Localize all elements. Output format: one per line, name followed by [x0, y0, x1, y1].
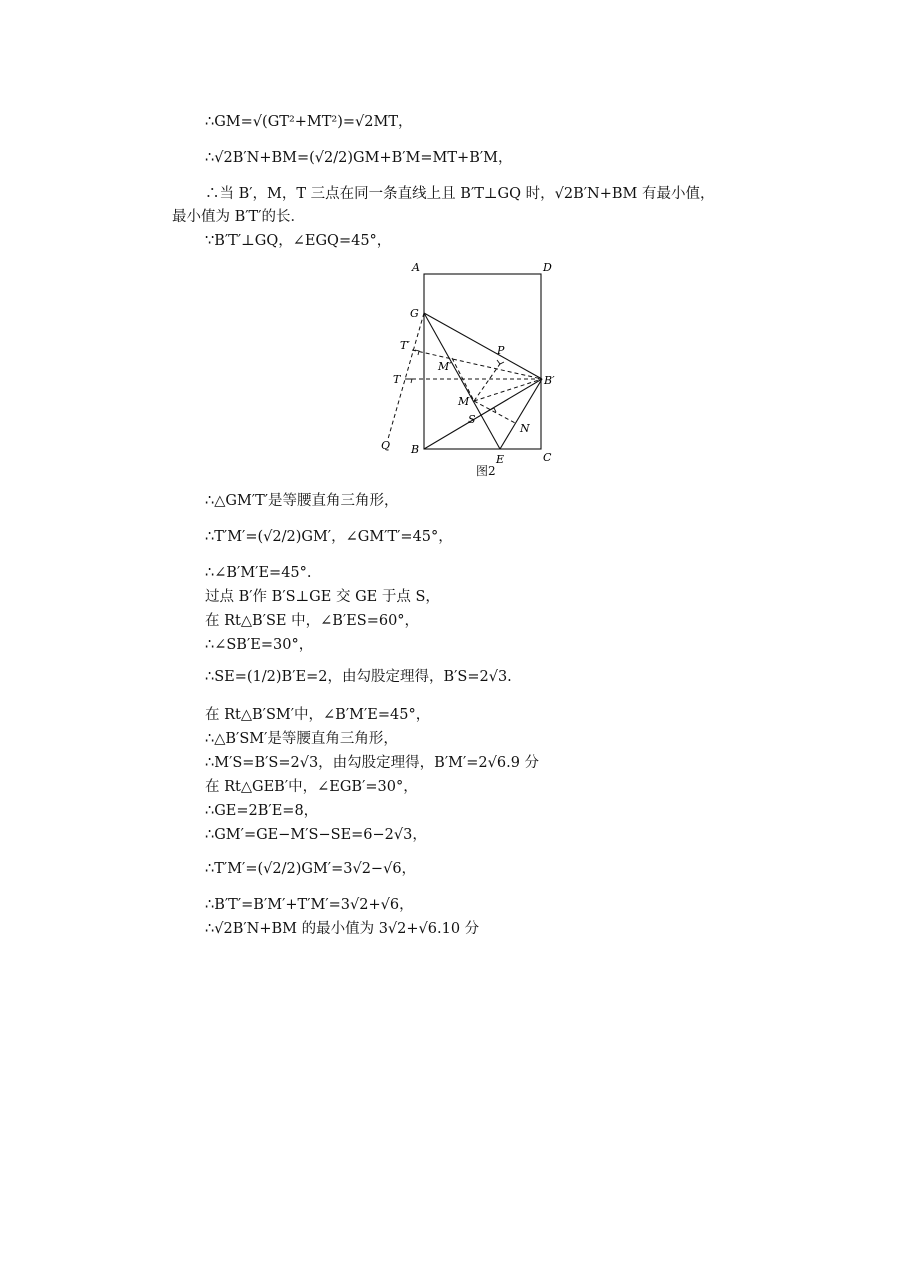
text-line-14: ∴△B′SM′是等腰直角三角形，: [205, 731, 398, 747]
text-line-12: ∴SE=(1/2)B′E=2，由勾股定理得，B′S=2√3.: [205, 669, 512, 685]
text-line-10: 在 Rt△B′SE 中，∠B′ES=60°，: [205, 613, 420, 629]
segment-m-bprime: [474, 379, 542, 401]
text-line-18: ∴GM′=GE−M′S−SE=6−2√3，: [205, 827, 427, 843]
geometry-diagram: [372, 258, 572, 483]
text-line-15: ∴M′S=B′S=2√3，由勾股定理得，B′M′=2√6.9 分: [205, 755, 540, 771]
label-t: T: [393, 373, 401, 386]
label-e: E: [496, 453, 505, 466]
label-b: B: [411, 443, 420, 456]
label-s: S: [468, 413, 476, 426]
text-line-20: ∴B′T′=B′M′+T′M′=3√2+√6，: [205, 897, 414, 913]
text-line-11: ∴∠SB′E=30°，: [205, 637, 314, 653]
label-g: G: [410, 307, 419, 320]
text-line-6: ∴△GM′T′是等腰直角三角形，: [205, 493, 399, 509]
text-line-2: ∴√2B′N+BM=(√2/2)GM+B′M=MT+B′M，: [205, 150, 513, 166]
right-angle-p: [497, 360, 504, 364]
text-line-17: ∴GE=2B′E=8，: [205, 803, 319, 819]
text-line-9: 过点 B′作 B′S⊥GE 交 GE 于点 S，: [205, 589, 440, 605]
text-line-16: 在 Rt△GEB′中，∠EGB′=30°，: [205, 779, 418, 795]
label-a: A: [412, 261, 420, 274]
geometry-figure: [372, 258, 572, 483]
segment-bprime-e: [500, 379, 542, 449]
text-line-5: ∵B′T′⊥GQ，∠EGQ=45°，: [205, 233, 392, 249]
text-line-7: ∴T′M′=(√2/2)GM′，∠GM′T′=45°，: [205, 529, 453, 545]
text-line-21: ∴√2B′N+BM 的最小值为 3√2+√6.10 分: [205, 921, 480, 937]
text-line-13: 在 Rt△B′SM′中，∠B′M′E=45°，: [205, 707, 431, 723]
label-m: M: [458, 395, 470, 408]
label-q: Q: [381, 439, 391, 452]
label-p: P: [497, 344, 505, 357]
label-tprime: T′: [400, 339, 410, 352]
segment-m-n: [474, 401, 517, 424]
text-line-8: ∴∠B′M′E=45°.: [205, 565, 312, 581]
label-bprime: B′: [544, 374, 555, 387]
label-mprime: M′: [438, 360, 452, 373]
text-line-4: 最小值为 B′T′的长．: [172, 209, 306, 225]
text-line-19: ∴T′M′=(√2/2)GM′=3√2−√6，: [205, 861, 417, 877]
text-line-3: ∴当 B′，M，T 三点在同一条直线上且 B′T⊥GQ 时，√2B′N+BM 有最小值，: [205, 186, 715, 202]
segment-b-bprime: [424, 379, 542, 449]
right-angle-t: [408, 379, 412, 383]
label-n: N: [520, 422, 530, 435]
segment-tprime-bprime: [412, 350, 542, 379]
text-line-1: ∴GM=√(GT²+MT²)=√2MT，: [205, 114, 413, 130]
label-d: D: [543, 261, 552, 274]
label-c: C: [543, 451, 552, 464]
figure-caption: 图2: [476, 464, 496, 478]
